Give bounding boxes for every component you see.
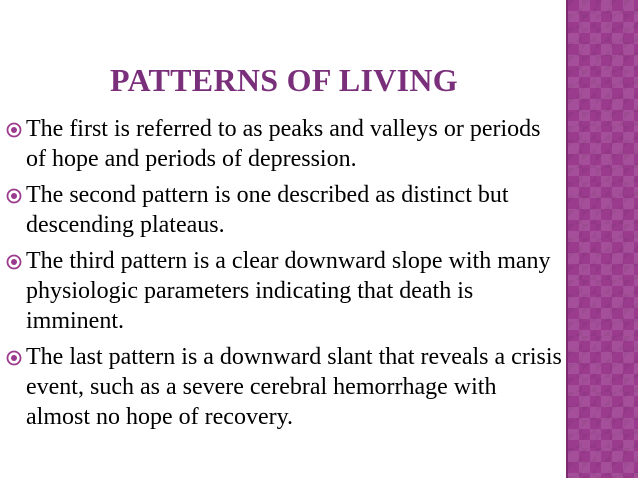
bullet-item — [4, 342, 564, 432]
target-bullet-icon — [6, 188, 22, 204]
bullet-item — [4, 180, 564, 240]
bullet-item — [4, 246, 564, 336]
target-bullet-icon — [6, 254, 22, 270]
decorative-side-panel — [568, 0, 638, 478]
bullet-text: The last pattern is a downward slant that reveals a crisis event, such as a severe cerebral hemorrhage with almost no hope of recovery. — [26, 344, 562, 430]
target-bullet-icon — [6, 122, 22, 138]
target-bullet-icon — [6, 350, 22, 366]
bullet-text: The second pattern is one described as distinct but descending plateaus. — [26, 182, 509, 238]
slide-title: PATTERNS OF LIVING — [110, 62, 458, 98]
bullet-item — [4, 114, 564, 174]
bullet-text: The third pattern is a clear downward slope with many physiologic parameters indicating that death is imminent. — [26, 248, 551, 334]
bullet-text: The first is referred to as peaks and valleys or periods of hope and periods of depression. — [26, 116, 541, 172]
bullet-list — [4, 114, 564, 438]
